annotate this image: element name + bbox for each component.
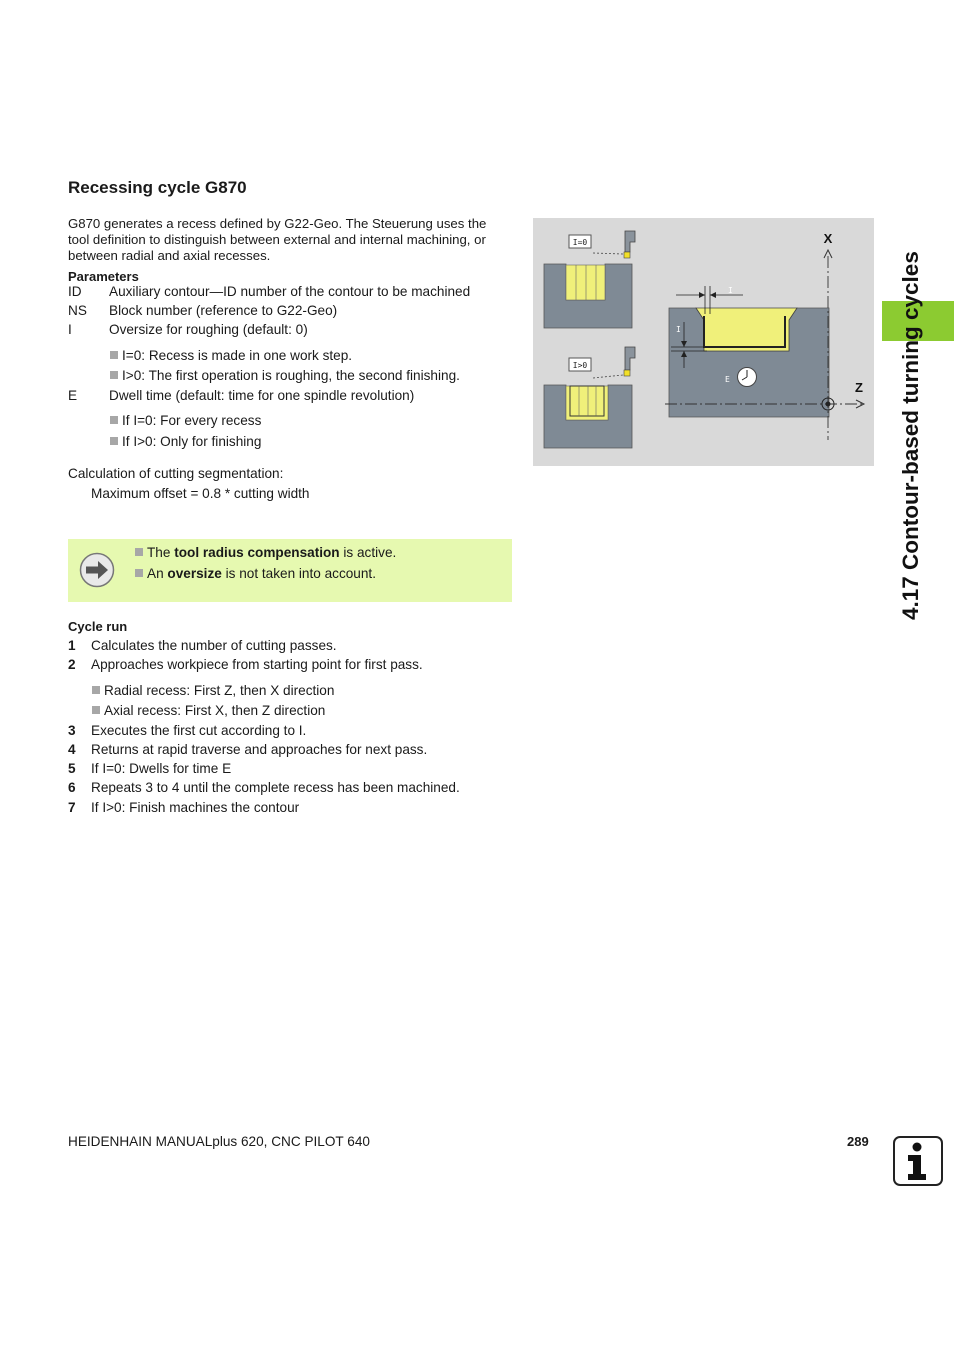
note-box xyxy=(68,539,512,602)
bullet-icon xyxy=(135,569,143,577)
bullet-icon xyxy=(135,548,143,556)
note-line-2: An oversize is not taken into account. xyxy=(135,566,376,582)
param-desc: Oversize for roughing (default: 0) xyxy=(109,322,308,337)
section-title: 4.17 Contour-based turning cycles xyxy=(898,251,923,620)
param-desc: Block number (reference to G22-Geo) xyxy=(109,303,338,318)
e-bullet-1: If I=0: For every recess xyxy=(110,413,261,429)
recess-diagram xyxy=(533,218,874,466)
page-heading: Recessing cycle G870 xyxy=(68,178,247,197)
info-icon xyxy=(893,1136,943,1191)
bullet-icon xyxy=(110,416,118,424)
bullet-icon xyxy=(110,437,118,445)
dwell-e-label: E xyxy=(725,375,730,384)
cycle-sub-bullet: Axial recess: First X, then Z direction xyxy=(92,703,325,719)
param-row-i xyxy=(68,322,308,338)
param-key: ID xyxy=(68,284,82,299)
cycle-step: 3 Executes the first cut according to I. xyxy=(68,723,307,738)
mini-tag-i0: I=0 xyxy=(572,238,588,247)
cycle-step: 6 Repeats 3 to 4 until the complete recess has been machined. xyxy=(68,780,460,795)
param-desc: Auxiliary contour—ID number of the contour to be machined xyxy=(109,284,471,299)
calc-label: Calculation of cutting segmentation: xyxy=(68,466,284,481)
mini-diagram-i0 xyxy=(544,231,635,328)
cycle-step: 5 If I=0: Dwells for time E xyxy=(68,761,232,776)
i-bullet-1: I=0: Recess is made in one work step. xyxy=(110,348,352,364)
axis-z-label: Z xyxy=(855,380,863,395)
cycle-run-heading: Cycle run xyxy=(68,619,128,634)
cycle-step: 2 Approaches workpiece from starting point for first pass. xyxy=(68,657,423,672)
param-key: I xyxy=(68,322,72,337)
parameters-heading: Parameters xyxy=(68,269,139,284)
i-bullet-2: I>0: The first operation is roughing, the second finishing. xyxy=(110,368,460,384)
cycle-sub-bullet: Radial recess: First Z, then X direction xyxy=(92,683,334,699)
cycle-step: 7 If I>0: Finish machines the contour xyxy=(68,800,300,815)
param-row-ns xyxy=(68,303,337,319)
cycle-step: 4 Returns at rapid traverse and approaches for next pass. xyxy=(68,742,428,757)
dim-i-vertical: I xyxy=(676,325,681,334)
param-key: E xyxy=(68,388,78,403)
mini-diagram-i1 xyxy=(544,347,635,448)
cycle-step: 1 Calculates the number of cutting passes. xyxy=(68,638,337,653)
arrow-right-icon xyxy=(79,552,115,593)
param-row-id xyxy=(68,284,470,300)
note-line-1: The tool radius compensation is active. xyxy=(135,545,396,561)
bullet-icon xyxy=(110,351,118,359)
bullet-icon xyxy=(110,371,118,379)
page-number: 289 xyxy=(847,1134,869,1149)
bullet-icon xyxy=(92,706,100,714)
mini-tag-i1: I>0 xyxy=(572,361,588,370)
calc-formula: Maximum offset = 0.8 * cutting width xyxy=(91,486,310,501)
main-diagram xyxy=(665,231,864,440)
param-key: NS xyxy=(68,303,87,318)
e-bullet-2: If I>0: Only for finishing xyxy=(110,434,261,450)
param-desc: Dwell time (default: time for one spindle revolution) xyxy=(109,388,415,403)
clock-icon xyxy=(738,368,757,387)
axis-x-label: X xyxy=(823,231,833,246)
footer-text: HEIDENHAIN MANUALplus 620, CNC PILOT 640 xyxy=(68,1134,370,1149)
intro-paragraph: G870 generates a recess defined by G22-Geo. The Steuerung uses the tool definition to distinguish between external and internal machining, or between radial and axial recesses. xyxy=(68,216,487,263)
dim-i-horizontal: I xyxy=(728,286,733,295)
bullet-icon xyxy=(92,686,100,694)
param-row-e xyxy=(68,388,414,404)
